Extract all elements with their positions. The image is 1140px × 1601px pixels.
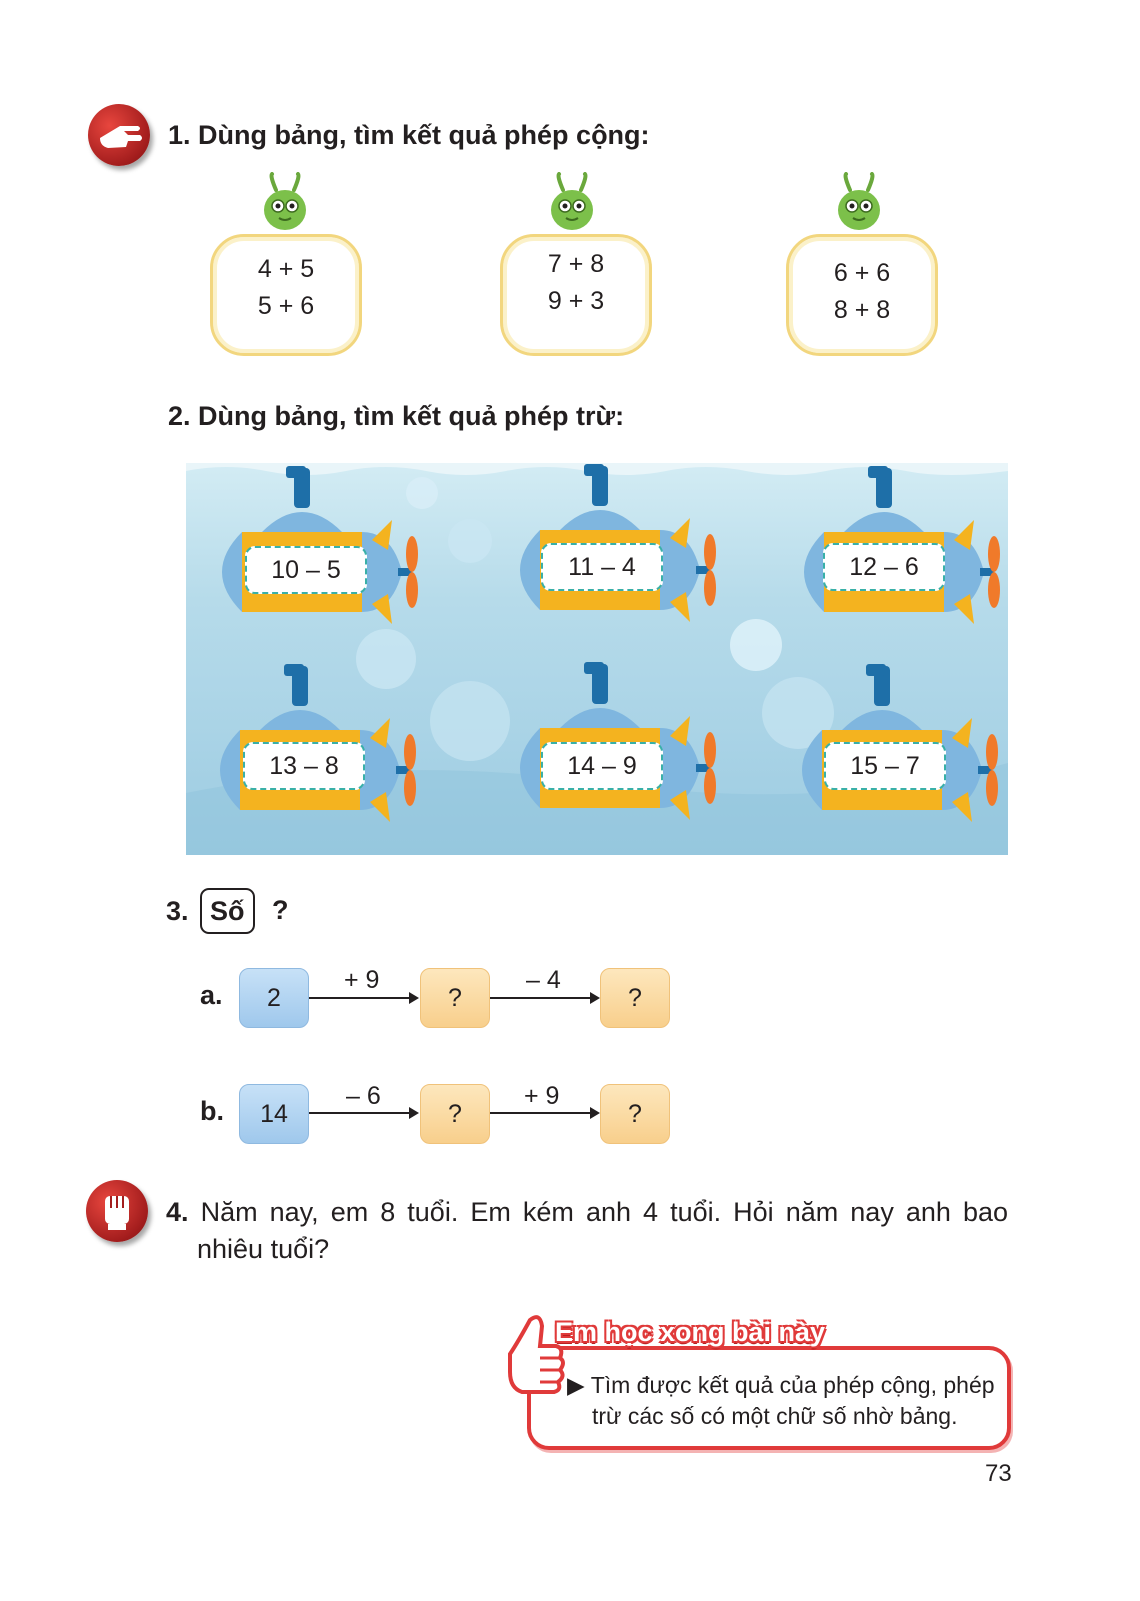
q3a-label: a. (200, 980, 223, 1010)
summary-title: Em học xong bài này (555, 1317, 826, 1347)
operation-label: + 9 (344, 966, 380, 994)
play-triangle-icon: ▶ (567, 1372, 585, 1398)
arrow-right-icon (490, 1112, 598, 1114)
summary-line1: Tìm được kết quả của phép cộng, phép (590, 1372, 995, 1398)
addition-card (786, 234, 938, 356)
operation-label: – 4 (526, 966, 561, 994)
addition-card (210, 234, 362, 356)
addition-expression: 4 + 5 (257, 255, 315, 283)
subtraction-expression: 10 – 5 (245, 546, 367, 594)
subtraction-expression: 12 – 6 (823, 543, 945, 591)
q2-title: Dùng bảng, tìm kết quả phép trừ: (198, 401, 625, 431)
q1-number: 1. (168, 120, 191, 150)
green-bug-icon (262, 172, 308, 232)
subtraction-expression: 11 – 4 (541, 543, 663, 591)
q4-text (166, 1194, 1008, 1268)
arrow-right-icon (309, 1112, 417, 1114)
fist-icon (86, 1180, 148, 1242)
summary-line2: trừ các số có một chữ số nhờ bảng. (592, 1403, 958, 1429)
addition-expression: 6 + 6 (833, 259, 891, 287)
q3-number: 3. (166, 896, 189, 926)
arrow-right-icon (309, 997, 417, 999)
green-bug-icon (549, 172, 595, 232)
q4-line1: Năm nay, em 8 tuổi. Em kém anh 4 tuổi. Hỏi năm nay anh bao (200, 1197, 1008, 1227)
addition-expression: 5 + 6 (257, 292, 315, 320)
summary-text (567, 1370, 995, 1432)
green-bug-icon (836, 172, 882, 232)
hand-pointing-icon (88, 104, 150, 166)
subtraction-expression: 13 – 8 (243, 742, 365, 790)
operation-label: + 9 (524, 1082, 560, 1110)
so-box: Số (200, 888, 255, 934)
q4-number: 4. (166, 1197, 189, 1227)
answer-box[interactable]: ? (420, 1084, 490, 1144)
answer-box[interactable]: ? (600, 968, 670, 1028)
answer-box[interactable]: ? (420, 968, 490, 1028)
q2-heading (168, 401, 624, 432)
start-number-box: 2 (239, 968, 309, 1028)
subtraction-expression: 14 – 9 (541, 742, 663, 790)
start-number-box: 14 (239, 1084, 309, 1144)
q1-title: Dùng bảng, tìm kết quả phép cộng: (198, 120, 650, 150)
q2-number: 2. (168, 401, 191, 431)
q3b-label: b. (200, 1096, 224, 1126)
q3-question-mark: ? (272, 895, 289, 925)
q4-line2: nhiêu tuổi? (197, 1234, 330, 1264)
addition-expression: 9 + 3 (547, 287, 605, 315)
subtraction-expression: 15 – 7 (824, 742, 946, 790)
operation-label: – 6 (346, 1082, 381, 1110)
addition-expression: 7 + 8 (547, 250, 605, 278)
addition-expression: 8 + 8 (833, 296, 891, 324)
page-number: 73 (985, 1460, 1012, 1487)
answer-box[interactable]: ? (600, 1084, 670, 1144)
arrow-right-icon (490, 997, 598, 999)
addition-card (500, 234, 652, 356)
q1-heading (168, 120, 650, 151)
